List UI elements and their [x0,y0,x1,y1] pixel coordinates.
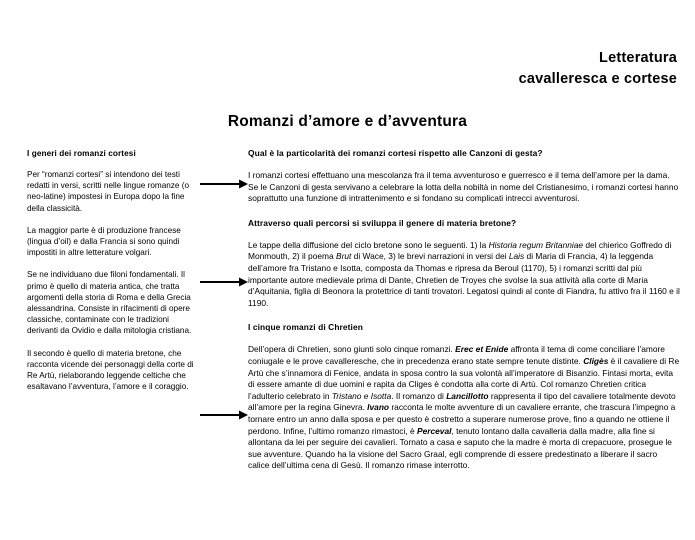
right-block-2-heading: Attraverso quali percorsi si sviluppa il genere di materia bretone? [248,217,517,228]
right-column [248,148,680,472]
rb2-t6: di Maria di Francia, 4) la leggenda dell’amore fra Tristano e Isotta, composta da Thomas e ripresa da Beroul (1170), 5) i romanzi scritti dal più importante autore medievale prima di Dante, Chretien de Troyes che svolse la sua attività alla corte di Maria d’Aquitania, figlia di Beonora la protettrice di tanti trovatori. Legatosi quindi al conte di Fiandra, fu attivo fra il 1160 e il 1190. [248,251,680,308]
rb3-t2: affronta il tema di come conciliare l’amore coniugale e le prove cavalleresche, che in precedenza erano state sempre tenute distinte. [248,344,665,366]
arrow-to-block2-icon [200,276,248,288]
rb3-title-tristano: Tristano e Isotta [331,390,392,401]
right-block-1 [248,148,680,205]
right-block-3-paragraph [248,344,680,472]
header-line-1: Letteratura [599,50,677,66]
right-block-1-heading: Qual è la particolarità dei romanzi cortesi rispetto alle Canzoni di gesta? [248,148,543,158]
arrow-to-block3-icon [200,409,248,421]
right-block-2 [248,218,680,310]
rb2-t0: Le tappe della diffusione del ciclo bretone sono le seguenti. 1) la [248,239,489,250]
rb3-title-lancillotto: Lancillotto [446,390,489,401]
left-column-heading: I generi dei romanzi cortesi [27,149,136,158]
page-title: Romanzi d’amore e d’avventura [227,113,468,130]
rb3-t8: rappresenta il tipo del cavaliere totalmente devoto all’amore per la regina Ginevra. [248,390,676,413]
arrow-to-block1-icon [200,178,248,190]
rb2-title-historia: Historia regum Britanniae [488,239,584,250]
header-line-2: cavalleresca e cortese [518,71,677,87]
rb2-t4: di Wace, 3) le brevi narrazioni in versi dei [351,251,509,262]
rb3-title-erec: Erec et Enide [455,344,509,355]
rb3-t6: . Il romanzo di [391,390,447,401]
rb3-t10: racconta le molte avventure di un cavaliere errante, che trascura l’impegno a tornare entro un anno dalla sposa e per questo è costretto a superare numerose prove, fino a quando ne ottiene il perdono. Infine, l’ultimo romanzo rimastoci, è [248,402,676,436]
rb3-title-perceval: Perceval [416,425,452,436]
rb2-t2: del chierico Goffredo di Monmouth, 2) il poema [248,239,672,262]
right-block-1-paragraph: I romanzi cortesi effettuano una mescolanza fra il tema avventuroso e guerresco e il tema dell’amore per la dama. Se le Canzoni di gesta servivano a celebrare la lotta della nobiltà in nome del Cristianesimo, i romanzi cortesi hanno soprattutto una funzione di intrattenimento e si fondano su complicati intrecci avventurosi. [248,170,679,204]
rb3-t12: , tenuto lontano dalla cavalleria dalla madre, alla fine si allontana da lei per seguire dei cavalieri. Tornato a casa e saputo che la madre è morta di crepacuore, prosegue le sue avventure. Quando ha la visione del Sacro Graal, egli comprende di essere predestinato a liberare il sacro calice dell’ultima cena di Gesù. Il romanzo rimase interrotto. [248,425,672,471]
left-paragraph-3: Se ne individuano due filoni fondamentali. Il primo è quello di materia antica, che tratta argomenti della storia di Roma e della Grecia alessandrina. Consiste in rifacimenti di opere classiche, contaminate con le tradizioni derivanti da Ovidio e dalla mitologia cristiana. [27,270,192,336]
left-paragraph-2: La maggior parte è di produzione francese (lingua d’oil) e dalla Francia si sono quindi impostiti in altre letterature volgari. [27,225,181,258]
rb3-title-cliges: Cligès [583,355,609,366]
rb3-t0: Dell’opera di Chretien, sono giunti solo cinque romanzi. [248,344,456,355]
rb3-title-ivano: Ivano [367,402,390,413]
rb3-t4: è il cavaliere di Re Artù che s’innamora di Fenice, andata in sposa contro la sua volontà all’imperatore di Bisanzio. Fintasi morta, evita di essere amante di due uomini e rapita da Cliges è condotta alla corte di Artù. Col romanzo Chretien critica l’adulterio celebrato in [248,355,680,401]
slide-header [277,48,677,90]
rb2-title-brut: Brut [335,251,352,262]
left-paragraph-1: Per “romanzi cortesi” si intendono dei testi redatti in versi, scritti nelle lingue romanze (o neo-latine) impostesi in Europa dopo la fine della classicità. [27,170,189,213]
right-block-3-heading: I cinque romanzi di Chretien [248,322,363,333]
right-block-3 [248,322,680,472]
left-paragraph-4: Il secondo è quello di materia bretone, che racconta vicende dei personaggi della corte di Re Artù, rielaborando leggende celtiche che esaltavano l’avventura, l’amore e il coraggio. [27,348,194,392]
rb2-title-lais: Lais [508,251,525,262]
left-column [27,148,195,392]
right-block-2-paragraph [248,240,680,310]
